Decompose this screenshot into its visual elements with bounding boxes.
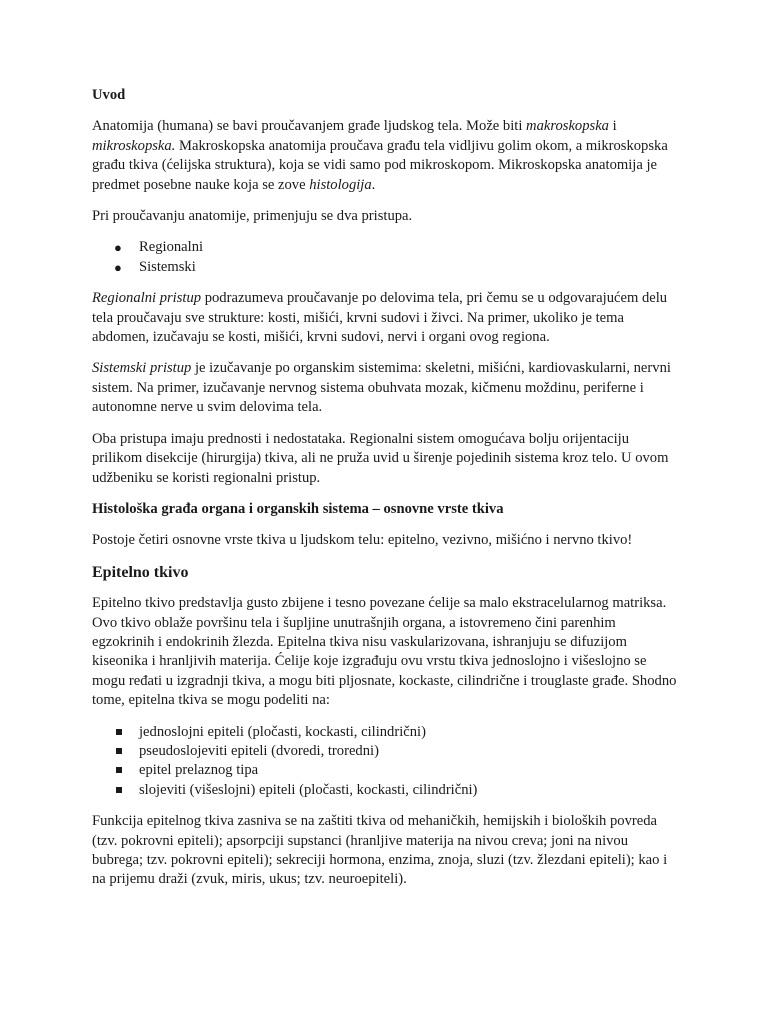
paragraph-regional-approach [92,289,678,347]
text-span: Anatomija (humana) se bavi proučavanjem građe ljudskog tela. Može biti [92,118,527,135]
list-item [92,238,678,257]
text-span: je izučavanje po organskim sistemima: skeletni, mišićni, kardiovaskularni, nervni sistem. Na primer, izučavanje nervnog sistema obuhvata mozak, kičmenu moždinu, periferne i autonomne nerve u svim delovima tela. [92,360,671,416]
paragraph-epithelial-description: Epitelno tkivo predstavlja gusto zbijene i tesno povezane ćelije sa malo ekstracelularnog matriksa. Ovo tkivo oblaže površinu tela i šupljine unutrašnjih organa, a istovremeno čini parenhim egzokrinih i endokrinih žlezda. Epitelna tkiva nisu vaskularizovana, ishranjuju se difuzijom kiseonika i hranljivih materija. Ćelije koje izgrađuju ovu vrstu tkiva jednoslojno i višeslojno se mogu ređati u izgradnji tkiva, a mogu biti pljosnate, kockaste, cilindrične i trouglaste građe. Shodno tome, epitelna tkiva se mogu podeliti na: [92,595,677,709]
list-item [92,742,678,761]
paragraph-pros-cons: Oba pristupa imaju prednosti i nedostataka. Regionalni sistem omogućava bolju orijentaciju prilikom disekcije (hirurgija) tkiva, ali ne pruža uvid u širenje pojedinih sistema kroz telo. U ovom udžbeniku se koristi regionalni pristup. [92,430,669,486]
list-item-label: Regionalni [139,239,204,256]
paragraph-two-approaches: Pri proučavanju anatomije, primenjuju se dva pristupa. [92,208,413,225]
list-item [92,723,678,742]
section-heading-intro: Uvod [92,87,126,103]
bullet-icon: ● [114,240,122,256]
paragraph-anatomy-definition [92,117,678,195]
text-span: i [608,118,617,135]
italic-term-histology: histologija [309,176,372,193]
section-heading-epithelial: Epitelno tkivo [92,563,189,581]
square-bullet-icon [116,729,122,735]
section-heading-histology: Histološka građa organa i organskih sistema – osnovne vrste tkiva [92,500,504,517]
text-span: Makroskopska anatomija proučava građu tela vidljivu golim okom, a mikroskopska građu tkiva (ćelijska struktura), koja se vidi samo pod mikroskopom. Mikroskopska anatomija je predmet posebne nauke koja se zove [92,137,668,193]
square-bullet-icon [116,748,122,754]
epithelial-types-list [92,723,678,801]
italic-term-regional: Regionalni pristup [92,290,202,307]
list-item [92,761,678,780]
bullet-icon: ● [114,259,122,275]
paragraph-systemic-approach [92,359,678,417]
list-item-label: slojeviti (višeslojni) epiteli (pločasti, kockasti, cilindrični) [139,781,478,798]
list-item-label: pseudoslojeviti epiteli (dvoredi, troredni) [139,742,379,759]
list-item-label: Sistemski [139,258,196,275]
list-item [92,258,678,277]
list-item-label: epitel prelaznog tipa [139,762,259,779]
list-item-label: jednoslojni epiteli (pločasti, kockasti, cilindrični) [139,723,426,740]
square-bullet-icon [116,787,122,793]
list-item [92,781,678,800]
italic-term-microscopic: mikroskopska. [92,137,176,154]
square-bullet-icon [116,767,122,773]
approaches-list [92,238,678,277]
paragraph-epithelial-function: Funkcija epitelnog tkiva zasniva se na zaštiti tkiva od mehaničkih, hemijskih i bioloških povreda (tzv. pokrovni epiteli); apsorpciji supstanci (hranljive materija na nivou creva; joni na nivou bubrega; tzv. pokrovni epiteli); sekreciji hormona, enzima, znoja, sluzi (tzv. žlezdani epiteli); kao i na prijemu draži (zvuk, miris, ukus; tzv. neuroepiteli). [92,813,668,888]
text-span: . [371,176,376,193]
text-span: podrazumeva proučavanje po delovima tela, pri čemu se u odgovarajućem delu tela proučavaju sve strukture: kosti, mišići, krvni sudovi i živci. Na primer, ukoliko je tema abdomen, izučavaju se kosti, mišići, krvni sudovi, nervi i organi ovog regiona. [92,290,668,346]
paragraph-four-tissues: Postoje četiri osnovne vrste tkiva u ljudskom telu: epitelno, vezivno, mišićno i nervno tkivo! [92,532,633,549]
italic-term-macroscopic: makroskopska [526,118,609,135]
italic-term-systemic: Sistemski pristup [92,360,192,377]
